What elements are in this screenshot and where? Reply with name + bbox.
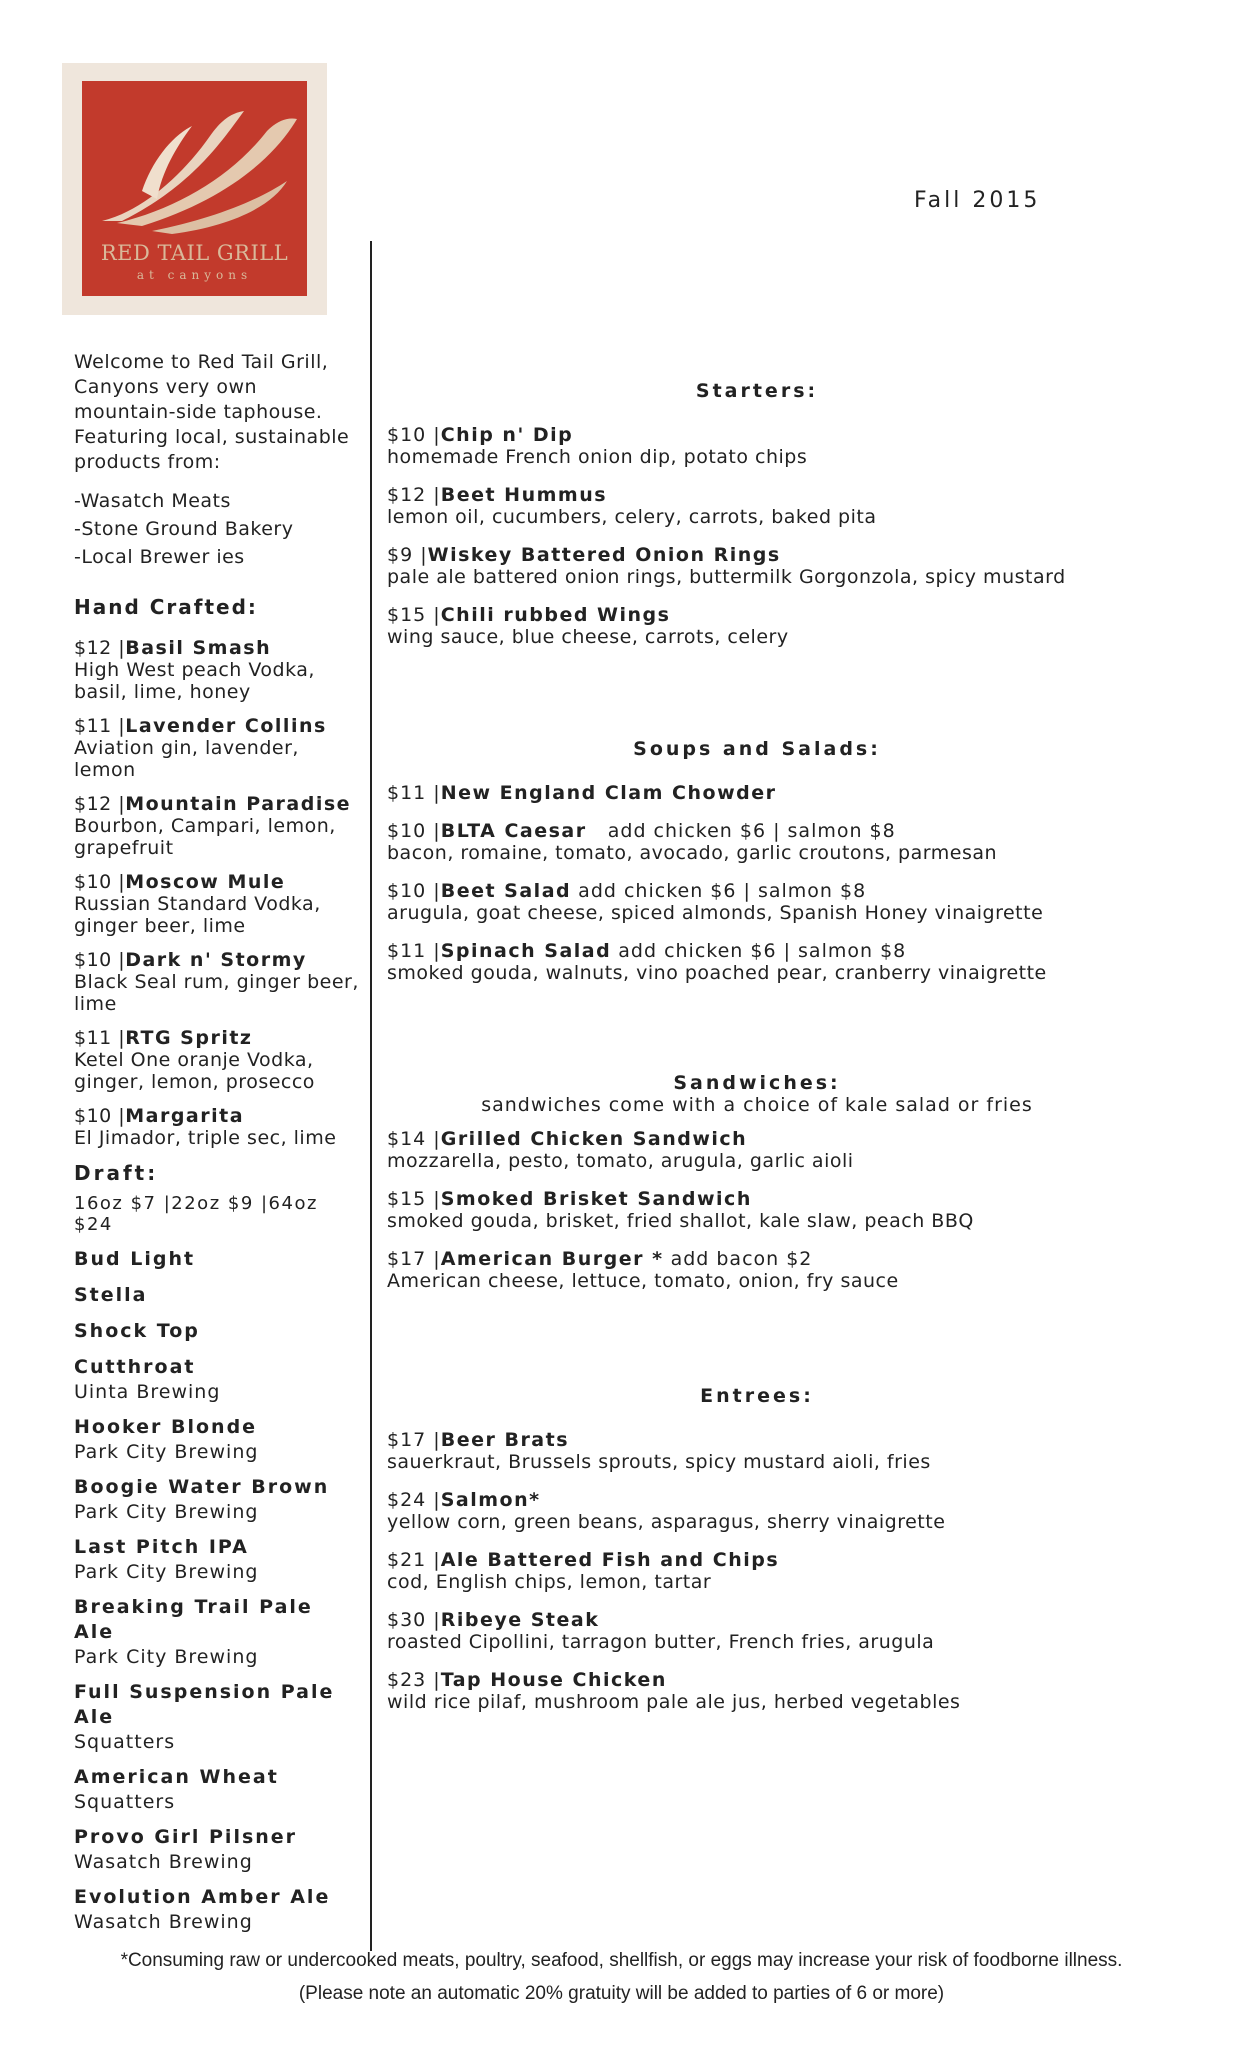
item-description: pale ale battered onion rings, buttermilk Gorgonzola, spicy mustard: [387, 566, 1066, 588]
beer-name: Cutthroat: [74, 1356, 196, 1378]
menu-item: [387, 1128, 1147, 1172]
cocktail-description: Ketel One oranje Vodka, ginger, lemon, prosecco: [74, 1049, 315, 1093]
item-name: Beer Brats: [440, 1429, 570, 1451]
menu-item: [387, 544, 1147, 588]
beer-brewery: Park City Brewing: [74, 1646, 259, 1668]
welcome-text: Welcome to Red Tail Grill, Canyons very own mountain-side taphouse. Featuring local, sustainable products from:: [74, 351, 350, 473]
cocktail-name: Mountain Paradise: [125, 793, 352, 815]
item-price: $15 |: [387, 604, 441, 626]
left-column: [74, 350, 359, 1945]
item-name: Spinach Salad: [440, 940, 612, 962]
draft-heading: Draft:: [74, 1161, 159, 1185]
menu-item: [387, 940, 1147, 984]
beer-name: Stella: [74, 1284, 148, 1306]
item-description: roasted Cipollini, tarragon butter, French fries, arugula: [387, 1631, 935, 1653]
menu-item: [387, 1669, 1147, 1713]
item-addon: add bacon $2: [670, 1248, 813, 1270]
cocktail-description: Russian Standard Vodka, ginger beer, lime: [74, 893, 321, 937]
item-description: cod, English chips, lemon, tartar: [387, 1571, 712, 1593]
cocktail-description: Black Seal rum, ginger beer, lime: [74, 971, 359, 1015]
item-name: Grilled Chicken Sandwich: [440, 1128, 748, 1150]
item-price: $14 |: [387, 1128, 441, 1150]
item-addon: add chicken $6 | salmon $8: [618, 940, 907, 962]
item-name: Tap House Chicken: [440, 1669, 667, 1691]
beer-item: [74, 1680, 359, 1754]
menu-item: [387, 880, 1147, 924]
logo-subtitle: at canyons: [136, 268, 253, 282]
item-price: $30 |: [387, 1609, 441, 1631]
item-description: lemon oil, cucumbers, celery, carrots, baked pita: [387, 506, 877, 528]
beer-item: [74, 1475, 359, 1524]
cocktail-description: High West peach Vodka, basil, lime, honey: [74, 659, 315, 703]
beer-name: Full Suspension Pale Ale: [74, 1681, 335, 1728]
menu-item: [387, 1429, 1147, 1473]
beer-item: [74, 1355, 359, 1404]
beer-item: [74, 1595, 359, 1669]
cocktail-name: RTG Spritz: [125, 1027, 253, 1049]
item-price: $24 |: [387, 1489, 441, 1511]
beer-brewery: Uinta Brewing: [74, 1381, 221, 1403]
item-name: Ale Battered Fish and Chips: [440, 1549, 780, 1571]
item-price: $9 |: [387, 544, 428, 566]
item-price: $21 |: [387, 1549, 441, 1571]
beer-item: [74, 1885, 359, 1934]
item-price: $12 |: [387, 484, 441, 506]
sandwiches-section: [387, 1072, 1147, 1308]
menu-item: [387, 782, 1147, 804]
item-description: smoked gouda, brisket, fried shallot, kale slaw, peach BBQ: [387, 1210, 974, 1232]
menu-item: [387, 1609, 1147, 1653]
beer-brewery: Squatters: [74, 1731, 176, 1753]
cocktail-name: Lavender Collins: [125, 715, 327, 737]
menu-item: [387, 1248, 1147, 1292]
beer-item: [74, 1765, 359, 1814]
entrees-section: [387, 1385, 1147, 1729]
food-safety-warning: *Consuming raw or undercooked meats, poultry, seafood, shellfish, or eggs may increase your risk of foodborne illness.: [120, 1950, 1123, 1971]
cocktail-name: Moscow Mule: [125, 871, 286, 893]
beer-brewery: Squatters: [74, 1791, 176, 1813]
item-description: bacon, romaine, tomato, avocado, garlic croutons, parmesan: [387, 842, 998, 864]
beer-brewery: Park City Brewing: [74, 1561, 259, 1583]
cocktail-price: $12 |: [74, 793, 126, 815]
item-addon: add chicken $6 | salmon $8: [607, 820, 896, 842]
beer-name: Boogie Water Brown: [74, 1476, 330, 1498]
source-item: -Wasatch Meats: [74, 490, 231, 512]
item-price: $17 |: [387, 1248, 441, 1270]
cocktail-description: Bourbon, Campari, lemon, grapefruit: [74, 815, 336, 859]
beer-brewery: Park City Brewing: [74, 1441, 259, 1463]
cocktail-item: [74, 1105, 359, 1149]
section-heading: Sandwiches:: [673, 1072, 841, 1094]
beer-name: Shock Top: [74, 1320, 200, 1342]
beer-brewery: Park City Brewing: [74, 1501, 259, 1523]
cocktail-price: $10 |: [74, 1105, 126, 1127]
item-addon: add chicken $6 | salmon $8: [578, 880, 867, 902]
item-name: Smoked Brisket Sandwich: [440, 1188, 752, 1210]
item-name: Ribeye Steak: [440, 1609, 600, 1631]
starters-section: [387, 380, 1147, 664]
logo-name: RED TAIL GRILL: [100, 241, 289, 265]
cocktail-price: $11 |: [74, 1027, 126, 1049]
beer-item: [74, 1415, 359, 1464]
section-heading: Soups and Salads:: [633, 738, 881, 760]
menu-item: [387, 604, 1147, 648]
item-description: wing sauce, blue cheese, carrots, celery: [387, 626, 789, 648]
item-name: Beet Hummus: [440, 484, 608, 506]
cocktail-price: $12 |: [74, 637, 126, 659]
soups-salads-section: [387, 738, 1147, 1000]
cocktail-item: [74, 871, 359, 937]
beer-name: American Wheat: [74, 1766, 279, 1788]
item-price: $11 |: [387, 782, 441, 804]
beer-item: [74, 1535, 359, 1584]
beer-item: [74, 1319, 359, 1344]
item-description: yellow corn, green beans, asparagus, sherry vinaigrette: [387, 1511, 946, 1533]
source-item: -Local Brewer ies: [74, 546, 245, 568]
beer-item: [74, 1283, 359, 1308]
item-name: New England Clam Chowder: [440, 782, 777, 804]
item-name: Beet Salad: [440, 880, 572, 902]
item-name: Wiskey Battered Onion Rings: [427, 544, 781, 566]
item-price: $15 |: [387, 1188, 441, 1210]
cocktail-item: [74, 949, 359, 1015]
beer-item: [74, 1247, 359, 1272]
item-description: American cheese, lettuce, tomato, onion, fry sauce: [387, 1270, 899, 1292]
menu-item: [387, 1549, 1147, 1593]
cocktail-price: $10 |: [74, 949, 126, 971]
menu-item: [387, 820, 1147, 864]
item-description: homemade French onion dip, potato chips: [387, 446, 808, 468]
item-price: $17 |: [387, 1429, 441, 1451]
draft-sizes: 16oz $7 |22oz $9 |64oz $24: [74, 1193, 318, 1235]
beer-item: [74, 1825, 359, 1874]
section-subheading: sandwiches come with a choice of kale salad or fries: [481, 1094, 1033, 1116]
beer-name: Breaking Trail Pale Ale: [74, 1596, 313, 1643]
beer-brewery: Wasatch Brewing: [74, 1851, 253, 1873]
section-heading: Starters:: [695, 380, 819, 402]
cocktail-item: [74, 637, 359, 703]
item-name: Chili rubbed Wings: [440, 604, 671, 626]
local-sources: [74, 487, 359, 571]
cocktail-description: Aviation gin, lavender, lemon: [74, 737, 299, 781]
cocktail-item: [74, 1027, 359, 1093]
beer-name: Hooker Blonde: [74, 1416, 258, 1438]
cocktail-name: Basil Smash: [125, 637, 272, 659]
item-price: $10 |: [387, 880, 441, 902]
item-price: $11 |: [387, 940, 441, 962]
source-item: -Stone Ground Bakery: [74, 518, 294, 540]
item-description: smoked gouda, walnuts, vino poached pear, cranberry vinaigrette: [387, 962, 1047, 984]
menu-item: [387, 1188, 1147, 1232]
item-price: $10 |: [387, 820, 441, 842]
item-name: BLTA Caesar: [440, 820, 587, 842]
beer-name: Bud Light: [74, 1248, 196, 1270]
item-price: $23 |: [387, 1669, 441, 1691]
cocktail-name: Dark n' Stormy: [125, 949, 307, 971]
menu-item: [387, 484, 1147, 528]
cocktail-item: [74, 715, 359, 781]
item-description: sauerkraut, Brussels sprouts, spicy mustard aioli, fries: [387, 1451, 931, 1473]
gratuity-note: (Please note an automatic 20% gratuity will be added to parties of 6 or more): [298, 1983, 945, 2004]
cocktail-price: $11 |: [74, 715, 126, 737]
item-description: wild rice pilaf, mushroom pale ale jus, herbed vegetables: [387, 1691, 961, 1713]
cocktail-price: $10 |: [74, 871, 126, 893]
logo: [62, 63, 327, 315]
cocktail-item: [74, 793, 359, 859]
beer-name: Provo Girl Pilsner: [74, 1826, 298, 1848]
menu-season: Fall 2015: [914, 188, 1041, 213]
item-name: Chip n' Dip: [440, 424, 574, 446]
section-heading: Entrees:: [700, 1385, 814, 1407]
item-description: mozzarella, pesto, tomato, arugula, garlic aioli: [387, 1150, 854, 1172]
beer-name: Evolution Amber Ale: [74, 1886, 331, 1908]
menu-item: [387, 424, 1147, 468]
item-price: $10 |: [387, 424, 441, 446]
beer-name: Last Pitch IPA: [74, 1536, 249, 1558]
cocktail-name: Margarita: [125, 1105, 245, 1127]
menu-item: [387, 1489, 1147, 1533]
item-description: arugula, goat cheese, spiced almonds, Spanish Honey vinaigrette: [387, 902, 1044, 924]
item-name: Salmon*: [440, 1489, 541, 1511]
logo-badge: [82, 81, 307, 296]
handcrafted-heading: Hand Crafted:: [74, 595, 258, 619]
item-name: American Burger *: [440, 1248, 664, 1270]
cocktail-description: El Jimador, triple sec, lime: [74, 1127, 337, 1149]
beer-brewery: Wasatch Brewing: [74, 1911, 253, 1933]
